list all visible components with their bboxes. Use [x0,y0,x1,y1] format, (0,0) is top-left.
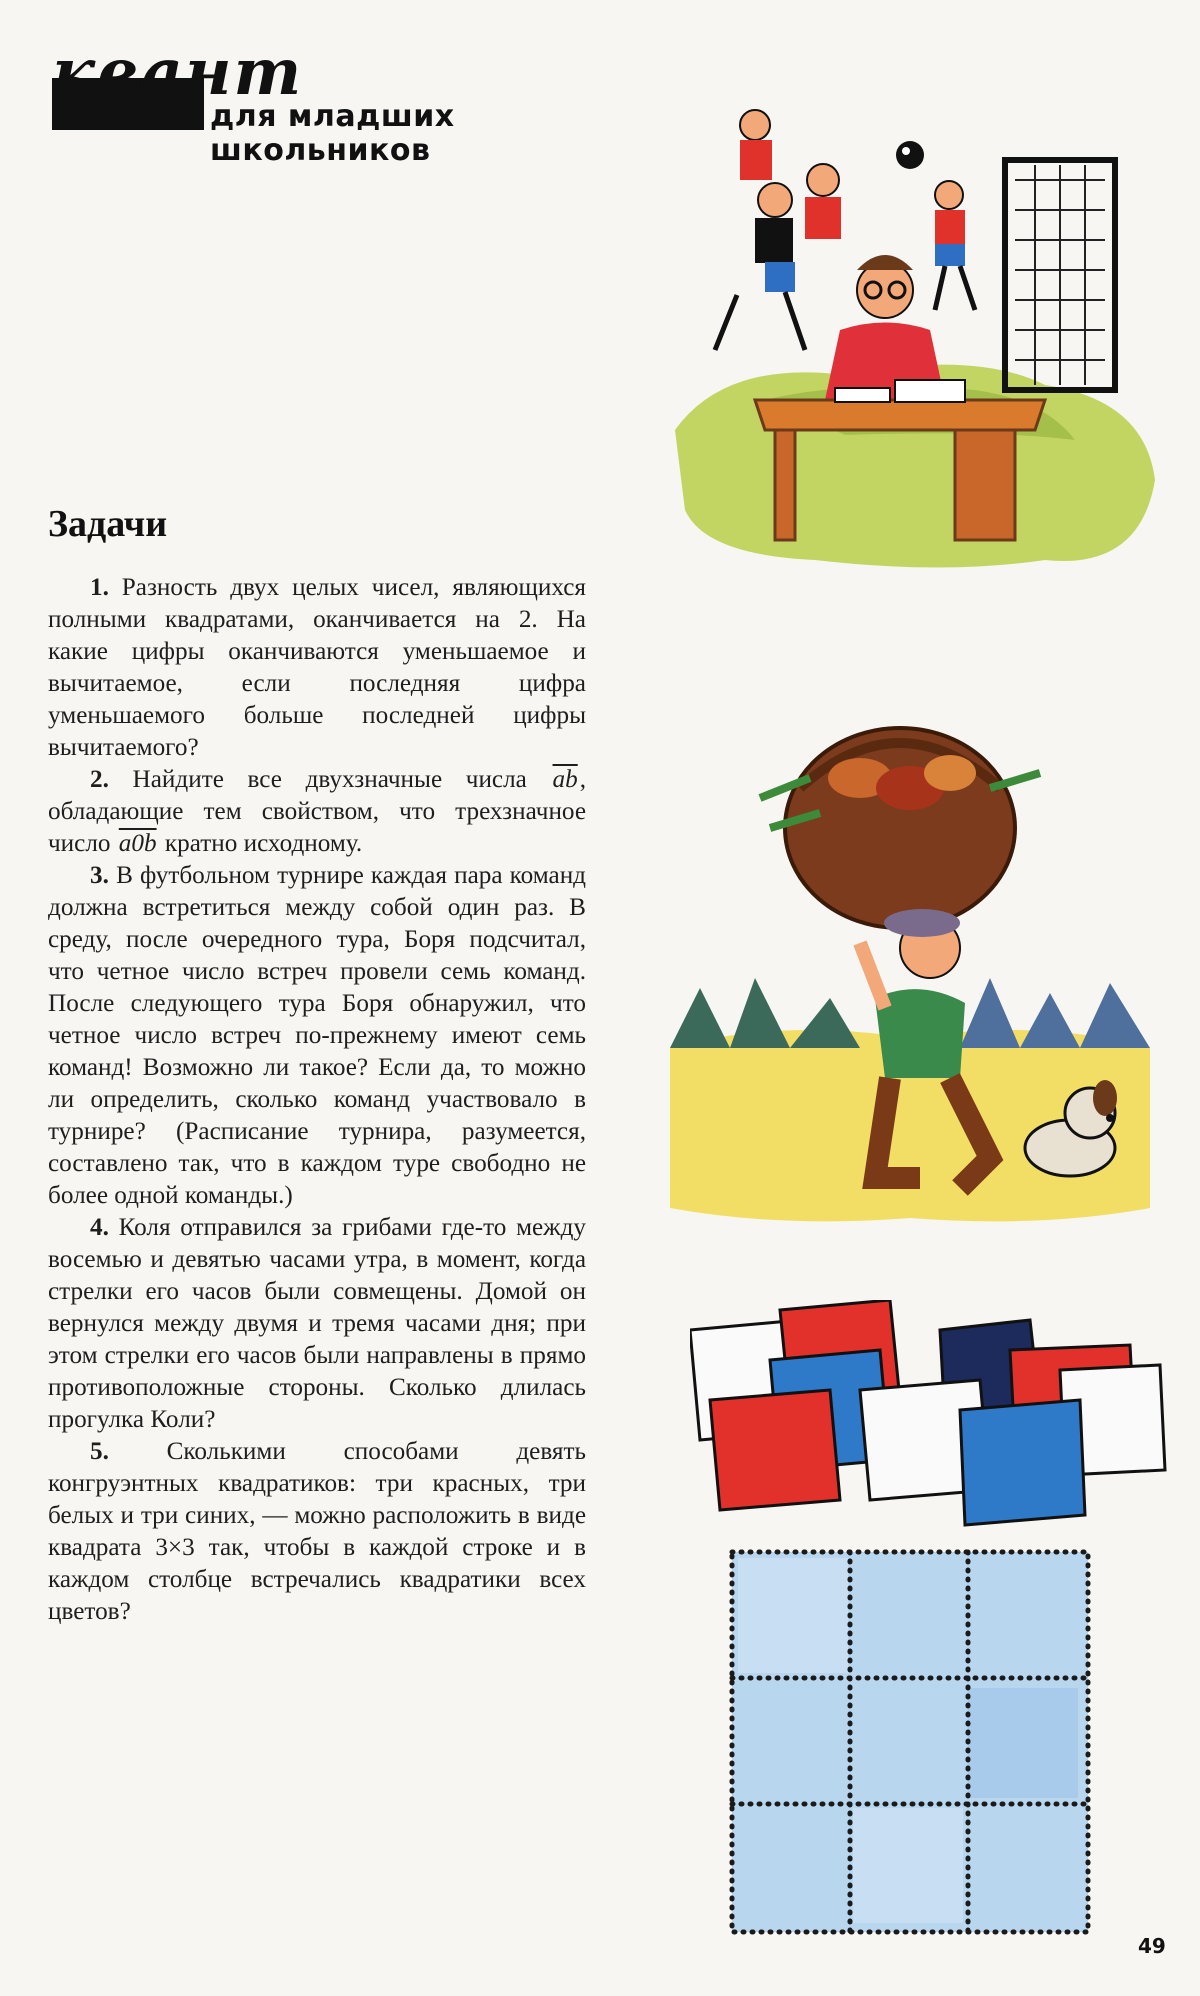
problem-2 [48,764,586,860]
problem-number: 2. [90,766,109,793]
problem-text-part: Найдите все двухзначные числа [132,766,527,793]
masthead [52,35,612,168]
problem-text-part: , обладающие тем свойством, что трехзначное число [48,766,587,857]
illustration-3x3-grid [728,1548,1092,1936]
magazine-logo: квант [52,35,304,110]
problem-number: 1. [90,574,109,601]
problem-text: Сколькими способами девять конгруэнтных квадратиков: три красных, три белых и три синих, — можно расположить в виде квадрата 3×3 так, чтобы в каждой строке и в каждом столбце встречались квадратики всех цветов? [48,1438,586,1625]
problem-1 [48,572,586,764]
problem-text-part: кратно исходному. [164,830,363,857]
overlined-number-a0b: a0b [118,830,157,857]
illustration-colored-squares [690,1300,1170,1530]
problem-text: В футбольном турнире каждая пара команд должна встретиться между собой один раз. В среду, после очередного тура, Боря подсчитал, что четное число встреч провели семь команд. После следующего тура Боря обнаружил, что четное число встреч по-прежнему имеют семь команд! Возможно ли такое? Если да, то можно ли определить, сколько команд участвовало в турнире? (Расписание турнира, разумеется, составлено так, что в каждом туре свободно не более одной команды.) [48,862,586,1209]
page-number: 49 [1138,1934,1166,1958]
illustration-football-and-desk [645,100,1165,630]
problem-4 [48,1212,586,1436]
section-title: Задачи [48,503,168,545]
overlined-number-ab: $\overline{ab}$ [552,766,578,793]
problem-5 [48,1436,586,1628]
problem-number: 3. [90,862,109,889]
problem-number: 4. [90,1214,109,1241]
problem-3 [48,860,586,1212]
illustration-mushroom-basket [660,718,1160,1238]
problems-column [48,572,586,1628]
problem-number: 5. [90,1438,109,1465]
problem-text: Разность двух целых чисел, являющихся полными квадратами, оканчивается на 2. На какие цифры оканчиваются уменьшаемое и вычитаемое, если последняя цифра уменьшаемого больше последней цифры вычитаемого? [48,574,587,761]
masthead-subtitle: для младших школьников [210,99,455,168]
problem-text: Коля отправился за грибами где-то между восемью и девятью часами утра, в момент, когда стрелки его часов были совмещены. Домой он вернулся между двумя и тремя часами дня; при этом стрелки его часов были направлены в прямо противоположные стороны. Сколько длилась прогулка Коли? [48,1214,586,1433]
